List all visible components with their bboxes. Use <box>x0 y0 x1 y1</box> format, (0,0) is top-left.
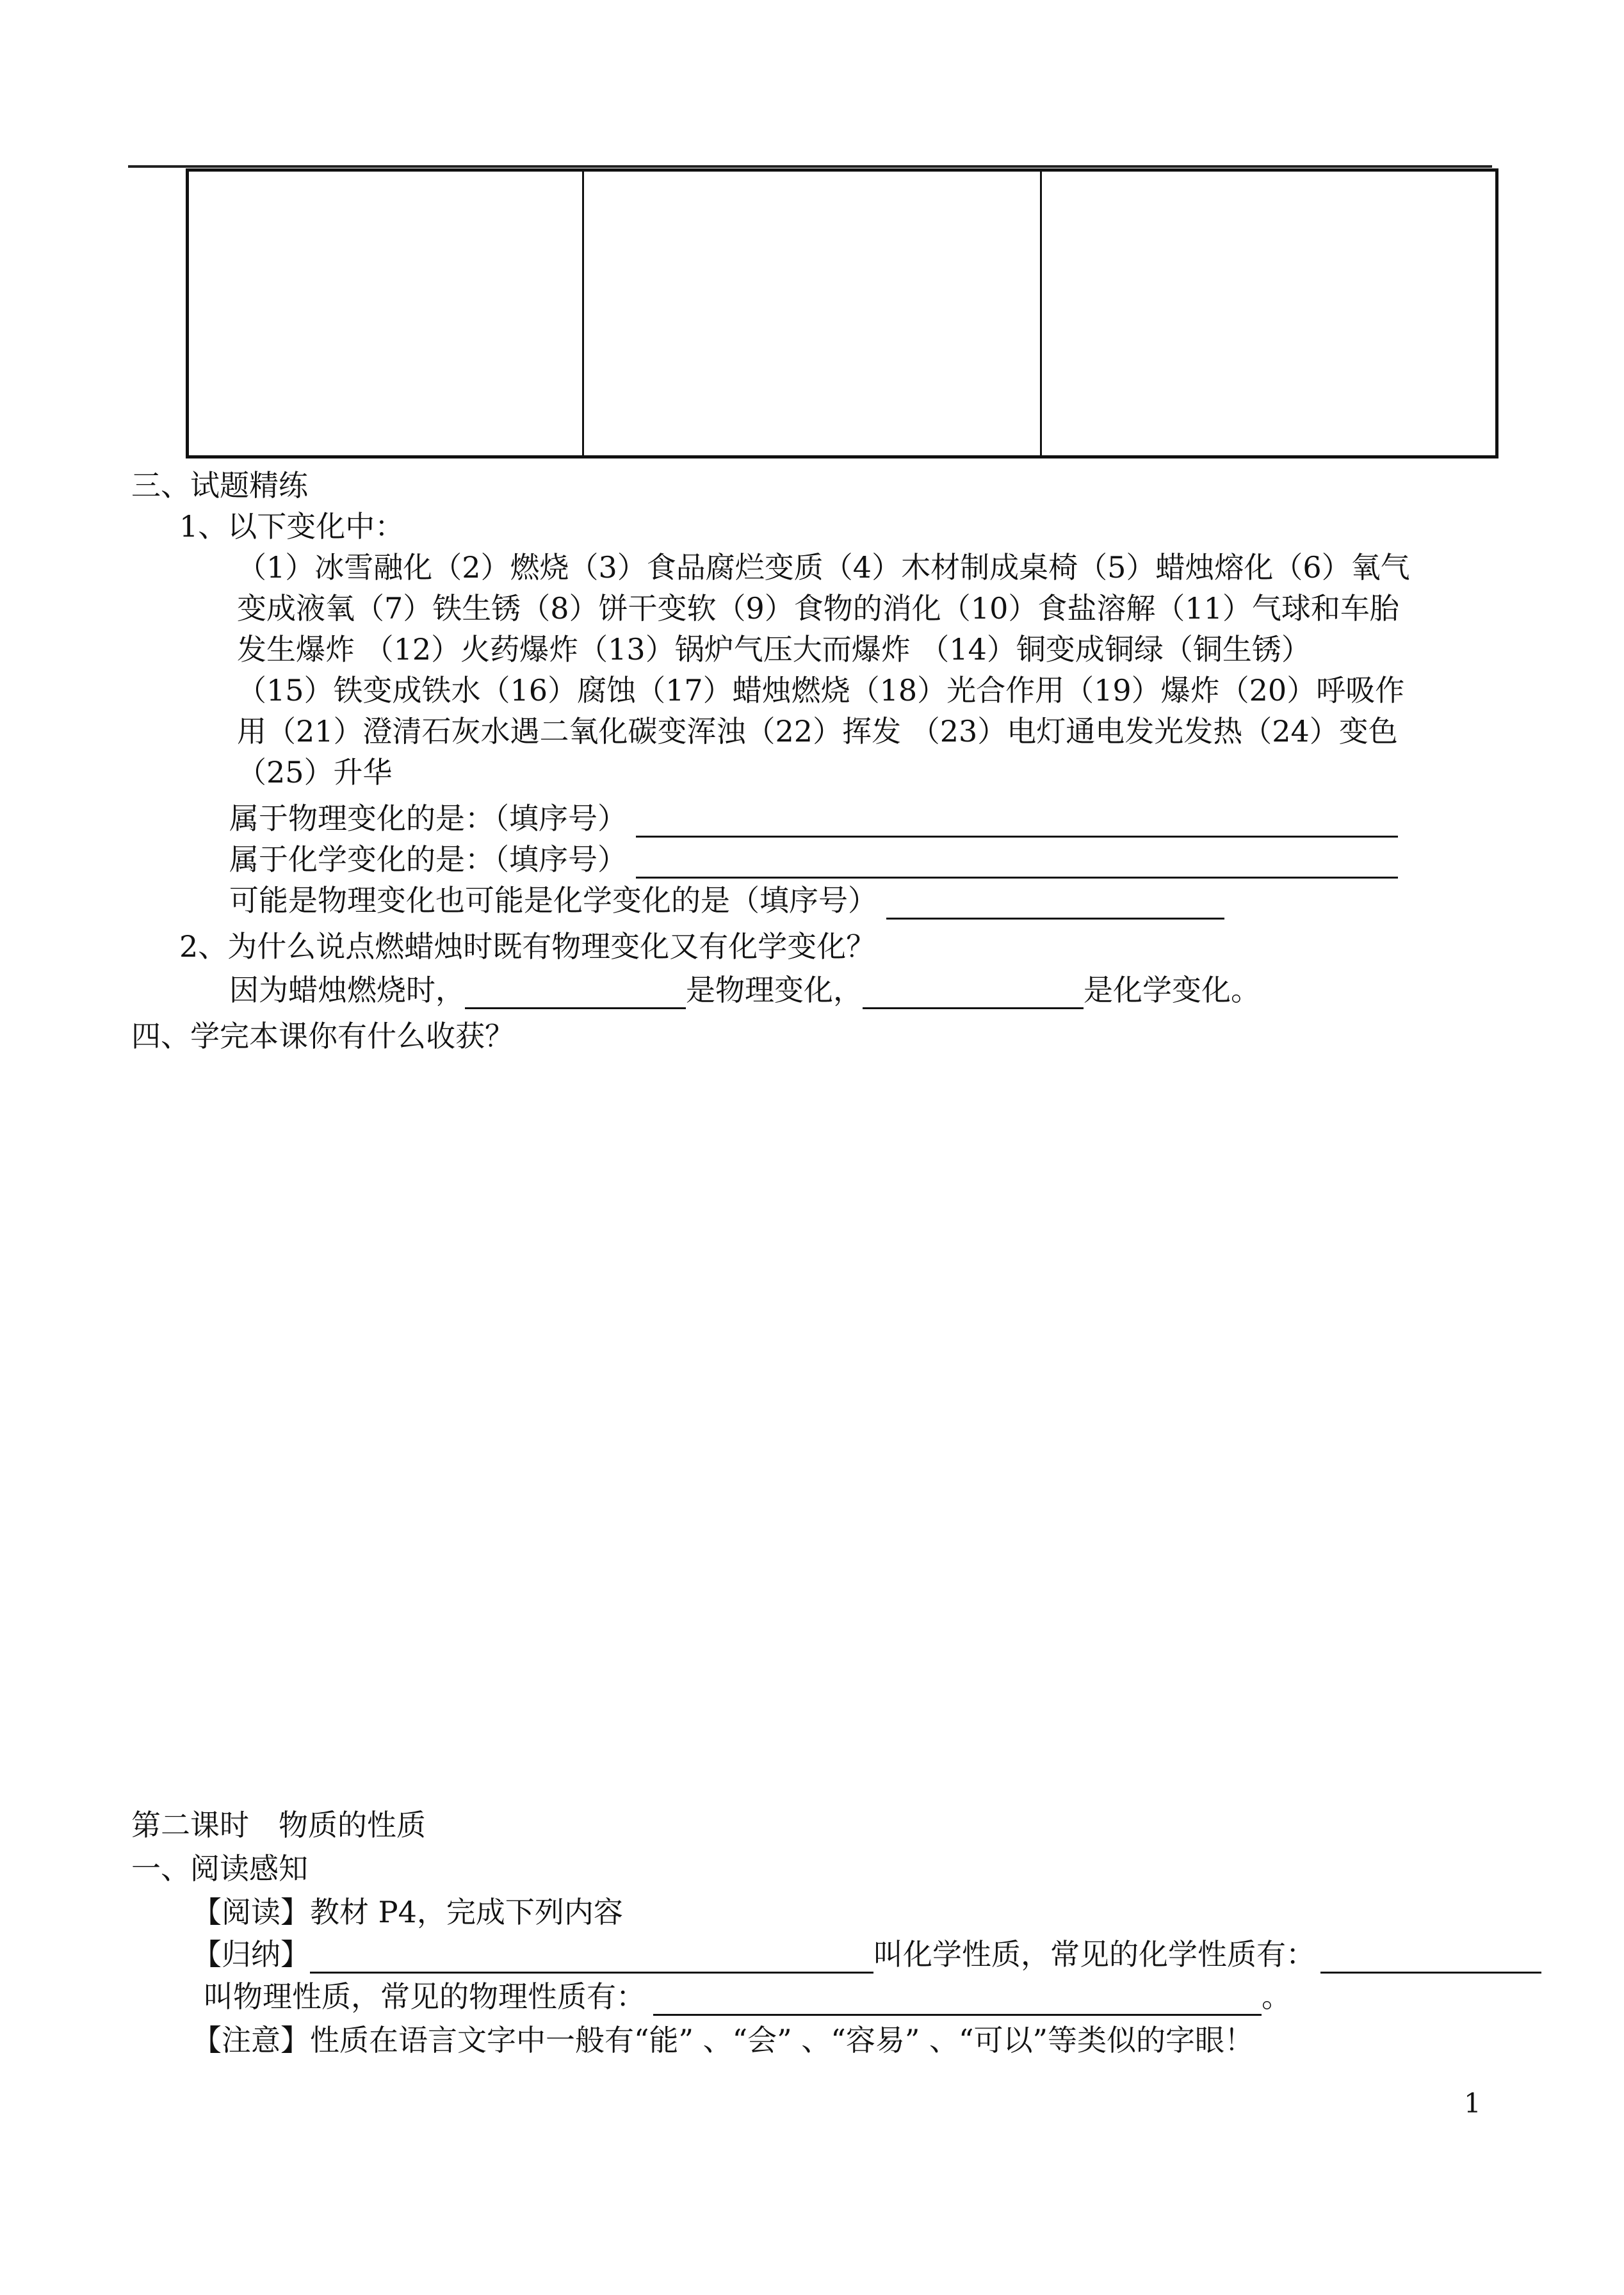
chemical-change-row <box>229 840 1398 879</box>
physical-change-label: 属于物理变化的是：（填序号） <box>229 801 627 836</box>
answer-table <box>186 168 1498 458</box>
page-number: 1 <box>1464 2088 1481 2119</box>
either-change-label: 可能是物理变化也可能是化学变化的是（填序号） <box>229 883 877 918</box>
q2-answer-end: 是化学变化。 <box>1084 973 1260 1007</box>
q2-answer-mid: 是物理变化， <box>686 973 863 1007</box>
chemical-property-definition-blank[interactable] <box>310 1938 873 1974</box>
table-cell <box>189 172 584 455</box>
q2-chemical-blank[interactable] <box>863 974 1084 1009</box>
q2-prompt: 2、为什么说点燃蜡烛时既有物理变化又有化学变化？ <box>179 929 876 964</box>
q1-item-line: （25）升华 <box>237 755 393 790</box>
section3-heading: 三、试题精练 <box>131 468 308 503</box>
read-line: 【阅读】教材 P4，完成下列内容 <box>192 1895 623 1929</box>
q1-item-line: （1）冰雪融化（2）燃烧（3）食品腐烂变质（4）木材制成桌椅（5）蜡烛熔化（6）氧气 <box>237 550 1410 585</box>
chemical-property-list-blank[interactable] <box>1320 1938 1541 1974</box>
note-line: 【注意】性质在语言文字中一般有“能” 、“会” 、“容易” 、“可以”等类似的字眼！ <box>192 2023 1254 2057</box>
physical-change-blank[interactable] <box>636 802 1398 838</box>
section4-heading: 四、学完本课你有什么收获？ <box>131 1019 514 1053</box>
chemical-change-label: 属于化学变化的是：（填序号） <box>229 842 627 877</box>
either-change-blank[interactable] <box>886 884 1224 920</box>
q1-item-line: 用（21）澄清石灰水遇二氧化碳变浑浊（22）挥发 （23）电灯通电发光发热（24）变色 <box>237 714 1398 749</box>
table-cell <box>1042 172 1495 455</box>
summary-mid: 叫化学性质，常见的化学性质有： <box>873 1937 1315 1972</box>
chemical-change-blank[interactable] <box>636 843 1398 879</box>
lesson2-title: 第二课时 物质的性质 <box>131 1808 426 1842</box>
summary-row <box>192 1935 1541 1974</box>
physical-change-row <box>229 799 1398 838</box>
physical-property-label: 叫物理性质，常见的物理性质有： <box>204 1979 646 2014</box>
q2-physical-blank[interactable] <box>465 974 686 1009</box>
either-change-row <box>229 881 1224 920</box>
part1-heading: 一、阅读感知 <box>131 1851 308 1886</box>
physical-property-blank[interactable] <box>653 1981 1262 2016</box>
q1-prompt: 1、以下变化中： <box>179 509 405 544</box>
q2-answer-row <box>229 971 1260 1009</box>
q1-item-line: （15）铁变成铁水（16）腐蚀（17）蜡烛燃烧（18）光合作用（19）爆炸（20）呼吸作 <box>237 673 1405 708</box>
summary-start: 【归纳】 <box>192 1937 310 1972</box>
physical-property-end: 。 <box>1262 1979 1291 2014</box>
physical-property-row <box>204 1977 1291 2016</box>
q2-answer-start: 因为蜡烛燃烧时， <box>229 973 465 1007</box>
q1-item-line: 发生爆炸 （12）火药爆炸（13）锅炉气压大而爆炸 （14）铜变成铜绿（铜生锈） <box>237 632 1311 667</box>
q1-item-line: 变成液氧（7）铁生锈（8）饼干变软（9）食物的消化（10）食盐溶解（11）气球和车胎 <box>237 591 1399 626</box>
top-rule <box>128 165 1492 168</box>
table-cell <box>584 172 1042 455</box>
